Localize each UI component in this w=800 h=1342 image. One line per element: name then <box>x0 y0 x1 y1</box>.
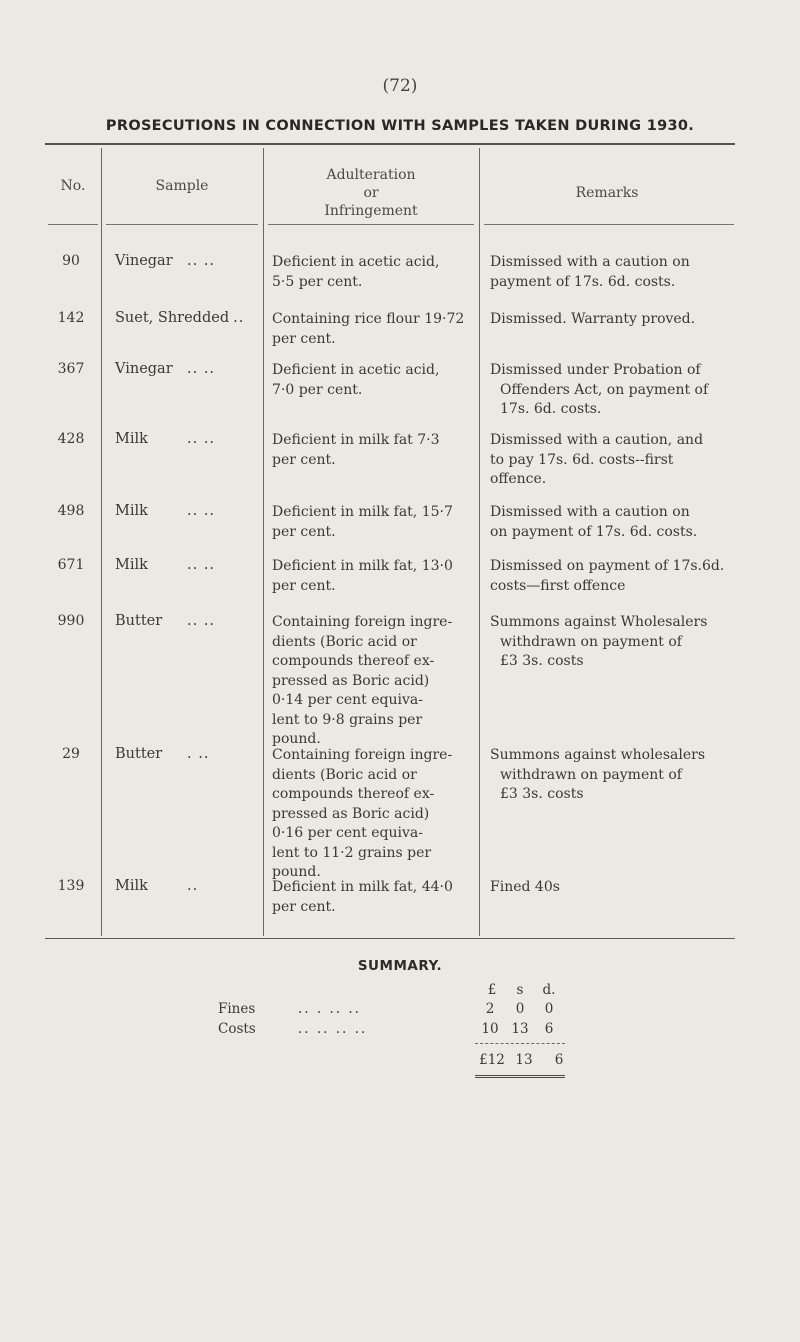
summary-subtotal-rule <box>475 1043 565 1044</box>
leader-dots: .. <box>187 878 199 894</box>
adulteration-line: Containing foreign ingre- <box>272 614 453 630</box>
sample-cell <box>115 557 260 573</box>
remarks-line: Dismissed. Warranty proved. <box>490 311 696 327</box>
remarks-line: Dismissed on payment of 17s.6d. <box>490 558 725 574</box>
row-number: 671 <box>57 557 85 573</box>
header-rule <box>48 224 98 225</box>
sample-cell <box>115 431 260 447</box>
row-number: 90 <box>62 253 80 269</box>
remarks-cell <box>490 613 735 672</box>
leader-dots: .. .. <box>187 613 216 629</box>
adulteration-line: per cent. <box>272 898 336 915</box>
remarks-line: costs—first offence <box>490 577 626 594</box>
adulteration-line: Deficient in milk fat 7·3 <box>272 432 440 448</box>
column-divider <box>263 148 264 936</box>
adulteration-line: Containing foreign ingre- <box>272 747 453 763</box>
adulteration-line: compounds thereof ex- <box>272 786 435 802</box>
remarks-line: withdrawn on payment of <box>500 633 682 650</box>
adulteration-cell <box>272 878 477 917</box>
sample-cell <box>115 613 260 629</box>
summary-total-rule <box>475 1075 565 1078</box>
sample-name: Butter <box>115 613 163 629</box>
sample-name: Milk <box>115 503 148 519</box>
leader-dots: .. .. <box>187 361 216 377</box>
remarks-line: Fined 40s <box>490 879 560 895</box>
adulteration-line: pound. <box>272 864 321 880</box>
row-number: 498 <box>57 503 85 519</box>
remarks-line: Summons against wholesalers <box>490 747 706 763</box>
adulteration-cell <box>272 557 477 596</box>
leader-dots: . .. <box>187 746 210 762</box>
leader-dots: .. .. <box>187 503 216 519</box>
remarks-cell <box>490 746 735 805</box>
remarks-cell <box>490 431 735 490</box>
sample-name: Vinegar <box>115 361 173 377</box>
adulteration-line: per cent. <box>272 523 336 540</box>
adulteration-line: compounds thereof ex- <box>272 653 435 669</box>
adulteration-line: per cent. <box>272 330 336 347</box>
adulteration-line: 0·16 per cent equiva- <box>272 825 423 841</box>
adulteration-line: lent to 9·8 grains per <box>272 711 423 728</box>
header-sample: Sample <box>155 178 209 194</box>
header-rule <box>484 224 734 225</box>
summary-title: SUMMARY. <box>357 958 443 974</box>
adulteration-line: pressed as Boric acid) <box>272 805 430 822</box>
adulteration-cell <box>272 253 477 292</box>
remarks-line: Dismissed with a caution on <box>490 504 690 520</box>
sample-cell <box>115 361 260 377</box>
adulteration-line: Deficient in milk fat, 15·7 <box>272 504 453 520</box>
remarks-cell <box>490 503 735 542</box>
table-top-rule <box>45 143 735 145</box>
adulteration-cell <box>272 361 477 400</box>
sample-name: Butter <box>115 746 163 762</box>
leader-dots: .. <box>233 310 245 326</box>
adulteration-cell <box>272 613 477 750</box>
adulteration-line: pressed as Boric acid) <box>272 672 430 689</box>
adulteration-line: Deficient in acetic acid, <box>272 362 440 378</box>
leader-dots: .. .. <box>187 253 216 269</box>
header-rule <box>268 224 474 225</box>
row-number: 367 <box>57 361 85 377</box>
remarks-line: Dismissed with a caution, and <box>490 432 704 448</box>
adulteration-line: 7·0 per cent. <box>272 381 363 398</box>
remarks-line: £3 3s. costs <box>500 653 584 669</box>
sample-name: Suet, Shredded <box>115 310 230 326</box>
header-adulteration: Adulteration or Infringement <box>324 167 418 219</box>
row-number: 990 <box>57 613 85 629</box>
header-rule <box>106 224 258 225</box>
column-divider <box>479 148 480 936</box>
sample-cell <box>115 310 260 326</box>
sample-name: Milk <box>115 878 148 894</box>
adulteration-line: per cent. <box>272 577 336 594</box>
table-bottom-rule <box>45 938 735 939</box>
sample-name: Milk <box>115 557 148 573</box>
sample-cell <box>115 878 260 894</box>
remarks-line: withdrawn on payment of <box>500 766 682 783</box>
column-divider <box>101 148 102 936</box>
sample-cell <box>115 746 260 762</box>
remarks-cell <box>490 253 735 292</box>
adulteration-line: dients (Boric acid or <box>272 766 417 783</box>
remarks-line: Dismissed under Probation of <box>490 362 701 378</box>
remarks-line: 17s. 6d. costs. <box>500 401 602 417</box>
adulteration-line: lent to 11·2 grains per <box>272 844 432 861</box>
leader-dots: .. .. <box>187 431 216 447</box>
adulteration-line: Deficient in milk fat, 44·0 <box>272 879 453 895</box>
adulteration-cell <box>272 431 477 470</box>
remarks-line: to pay 17s. 6d. costs--first <box>490 451 674 468</box>
adulteration-line: 5·5 per cent. <box>272 273 363 290</box>
remarks-line: offence. <box>490 471 547 487</box>
sample-name: Vinegar <box>115 253 173 269</box>
row-number: 139 <box>57 878 85 894</box>
adulteration-line: per cent. <box>272 451 336 468</box>
remarks-cell <box>490 878 735 898</box>
header-remarks: Remarks <box>575 185 639 201</box>
remarks-cell <box>490 310 735 330</box>
leader-dots: .. .. <box>187 557 216 573</box>
adulteration-line: 0·14 per cent equiva- <box>272 692 423 708</box>
sample-cell <box>115 253 260 269</box>
row-number: 142 <box>57 310 85 326</box>
row-number: 29 <box>62 746 80 762</box>
page-title: PROSECUTIONS IN CONNECTION WITH SAMPLES TAKEN DURING 1930. <box>105 118 695 134</box>
adulteration-cell <box>272 746 477 883</box>
adulteration-line: dients (Boric acid or <box>272 633 417 650</box>
sample-cell <box>115 503 260 519</box>
remarks-cell <box>490 361 735 420</box>
remarks-cell <box>490 557 735 596</box>
row-number: 428 <box>57 431 85 447</box>
adulteration-line: Deficient in milk fat, 13·0 <box>272 558 453 574</box>
remarks-line: £3 3s. costs <box>500 786 584 802</box>
adulteration-cell <box>272 503 477 542</box>
adulteration-line: Deficient in acetic acid, <box>272 254 440 270</box>
remarks-line: Dismissed with a caution on <box>490 254 690 270</box>
adulteration-line: pound. <box>272 731 321 747</box>
adulteration-line: Containing rice flour 19·72 <box>272 311 465 327</box>
header-no: No. <box>60 178 86 194</box>
remarks-line: Summons against Wholesalers <box>490 614 708 630</box>
remarks-line: payment of 17s. 6d. costs. <box>490 273 676 290</box>
adulteration-cell <box>272 310 477 349</box>
sample-name: Milk <box>115 431 148 447</box>
remarks-line: on payment of 17s. 6d. costs. <box>490 523 698 540</box>
remarks-line: Offenders Act, on payment of <box>500 381 709 398</box>
page-number: (72) <box>382 76 418 96</box>
